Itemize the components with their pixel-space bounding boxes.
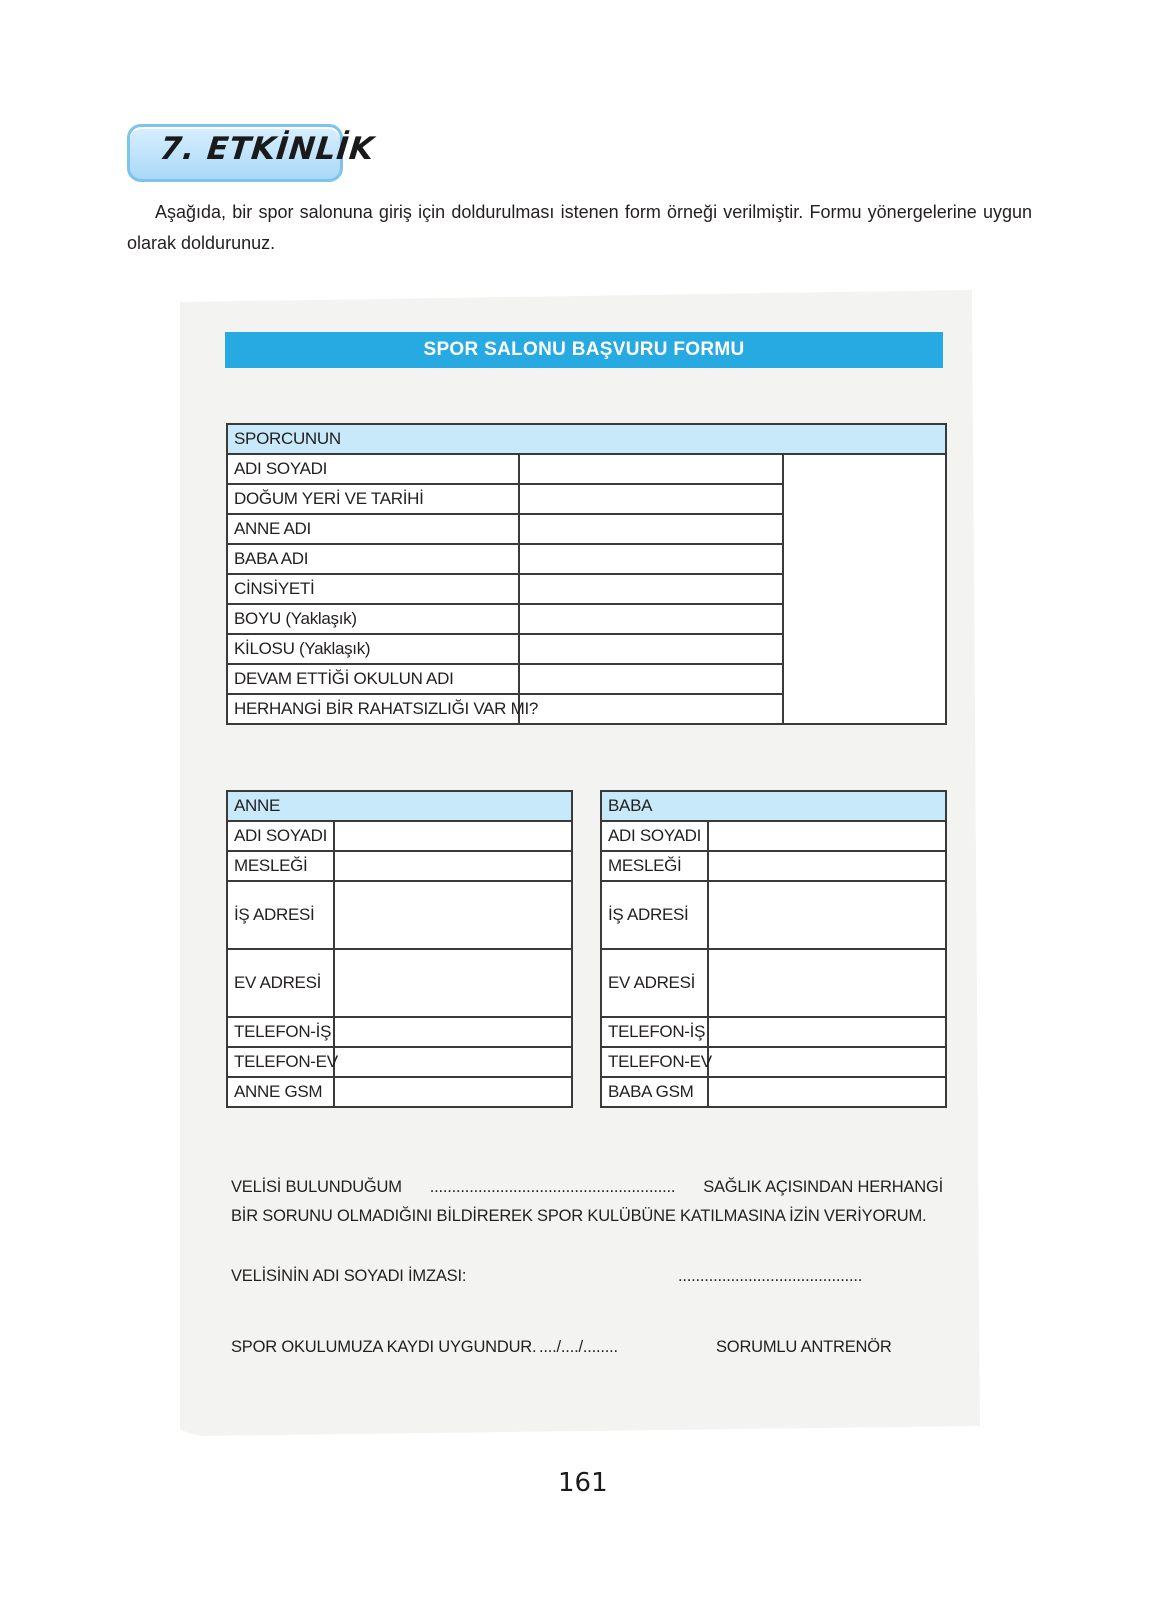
coach-label: SORUMLU ANTRENÖR bbox=[716, 1338, 892, 1356]
mother-field[interactable] bbox=[334, 821, 572, 851]
mother-label: EV ADRESİ bbox=[227, 949, 334, 1017]
athlete-label: ADI SOYADI bbox=[227, 454, 519, 484]
athlete-label: BABA ADI bbox=[227, 544, 519, 574]
athlete-label: KİLOSU (Yaklaşık) bbox=[227, 634, 519, 664]
father-field[interactable] bbox=[708, 851, 946, 881]
signature-label: VELİSİNİN ADI SOYADI İMZASI: bbox=[231, 1267, 467, 1285]
father-label: TELEFON-EV bbox=[601, 1047, 708, 1077]
athlete-label: BOYU (Yaklaşık) bbox=[227, 604, 519, 634]
athlete-field[interactable] bbox=[519, 484, 783, 514]
mother-field[interactable] bbox=[334, 881, 572, 949]
mother-field[interactable] bbox=[334, 1017, 572, 1047]
athlete-label: DEVAM ETTİĞİ OKULUN ADI bbox=[227, 664, 519, 694]
athlete-field[interactable] bbox=[519, 694, 783, 724]
athlete-header: SPORCUNUN bbox=[227, 424, 946, 454]
father-label: EV ADRESİ bbox=[601, 949, 708, 1017]
father-label: MESLEĞİ bbox=[601, 851, 708, 881]
athlete-field[interactable] bbox=[519, 574, 783, 604]
athlete-label: CİNSİYETİ bbox=[227, 574, 519, 604]
registration-label: SPOR OKULUMUZA KAYDI UYGUNDUR. bbox=[231, 1338, 537, 1356]
mother-label: ANNE GSM bbox=[227, 1077, 334, 1107]
intro-text: Aşağıda, bir spor salonuna giriş için doldurulması istenen form örneği verilmiştir. Formu yönergelerine uygun olarak doldurunuz. bbox=[127, 202, 1032, 253]
signature-dots[interactable]: .......................................... bbox=[678, 1267, 863, 1285]
athlete-field[interactable] bbox=[519, 604, 783, 634]
consent-part1: VELİSİ BULUNDUĞUM bbox=[231, 1178, 402, 1196]
consent-statement bbox=[231, 1173, 943, 1231]
father-field[interactable] bbox=[708, 881, 946, 949]
consent-dots[interactable]: ........................................................ bbox=[429, 1178, 676, 1196]
athlete-label: DOĞUM YERİ VE TARİHİ bbox=[227, 484, 519, 514]
athlete-field[interactable] bbox=[519, 454, 783, 484]
father-label: TELEFON-İŞ bbox=[601, 1017, 708, 1047]
athlete-field[interactable] bbox=[519, 664, 783, 694]
activity-title: 7. ETKİNLİK bbox=[158, 131, 377, 167]
athlete-field[interactable] bbox=[519, 544, 783, 574]
athlete-table bbox=[226, 423, 947, 725]
father-field[interactable] bbox=[708, 821, 946, 851]
mother-header: ANNE bbox=[227, 791, 572, 821]
father-field[interactable] bbox=[708, 1017, 946, 1047]
father-label: İŞ ADRESİ bbox=[601, 881, 708, 949]
athlete-field[interactable] bbox=[519, 514, 783, 544]
photo-box[interactable] bbox=[783, 454, 946, 724]
consent-part2: SAĞLIK AÇISINDAN HERHANGİ bbox=[703, 1178, 943, 1196]
athlete-label: HERHANGİ BİR RAHATSIZLIĞI VAR MI? bbox=[227, 694, 519, 724]
father-field[interactable] bbox=[708, 949, 946, 1017]
registration-date[interactable]: ..../..../........ bbox=[539, 1338, 618, 1356]
father-header: BABA bbox=[601, 791, 946, 821]
father-field[interactable] bbox=[708, 1047, 946, 1077]
consent-line2: BİR SORUNU OLMADIĞINI BİLDİREREK SPOR KULÜBÜNE KATILMASINA İZİN VERİYORUM. bbox=[231, 1207, 927, 1225]
mother-field[interactable] bbox=[334, 1047, 572, 1077]
mother-label: İŞ ADRESİ bbox=[227, 881, 334, 949]
father-field[interactable] bbox=[708, 1077, 946, 1107]
mother-table bbox=[226, 790, 573, 1108]
mother-field[interactable] bbox=[334, 851, 572, 881]
athlete-label: ANNE ADI bbox=[227, 514, 519, 544]
father-table bbox=[600, 790, 947, 1108]
mother-label: MESLEĞİ bbox=[227, 851, 334, 881]
mother-field[interactable] bbox=[334, 949, 572, 1017]
athlete-field[interactable] bbox=[519, 634, 783, 664]
form-title: SPOR SALONU BAŞVURU FORMU bbox=[225, 332, 943, 368]
father-label: ADI SOYADI bbox=[601, 821, 708, 851]
mother-label: TELEFON-EV bbox=[227, 1047, 334, 1077]
father-label: BABA GSM bbox=[601, 1077, 708, 1107]
mother-label: ADI SOYADI bbox=[227, 821, 334, 851]
page-number: 161 bbox=[558, 1468, 608, 1498]
mother-field[interactable] bbox=[334, 1077, 572, 1107]
mother-label: TELEFON-İŞ bbox=[227, 1017, 334, 1047]
